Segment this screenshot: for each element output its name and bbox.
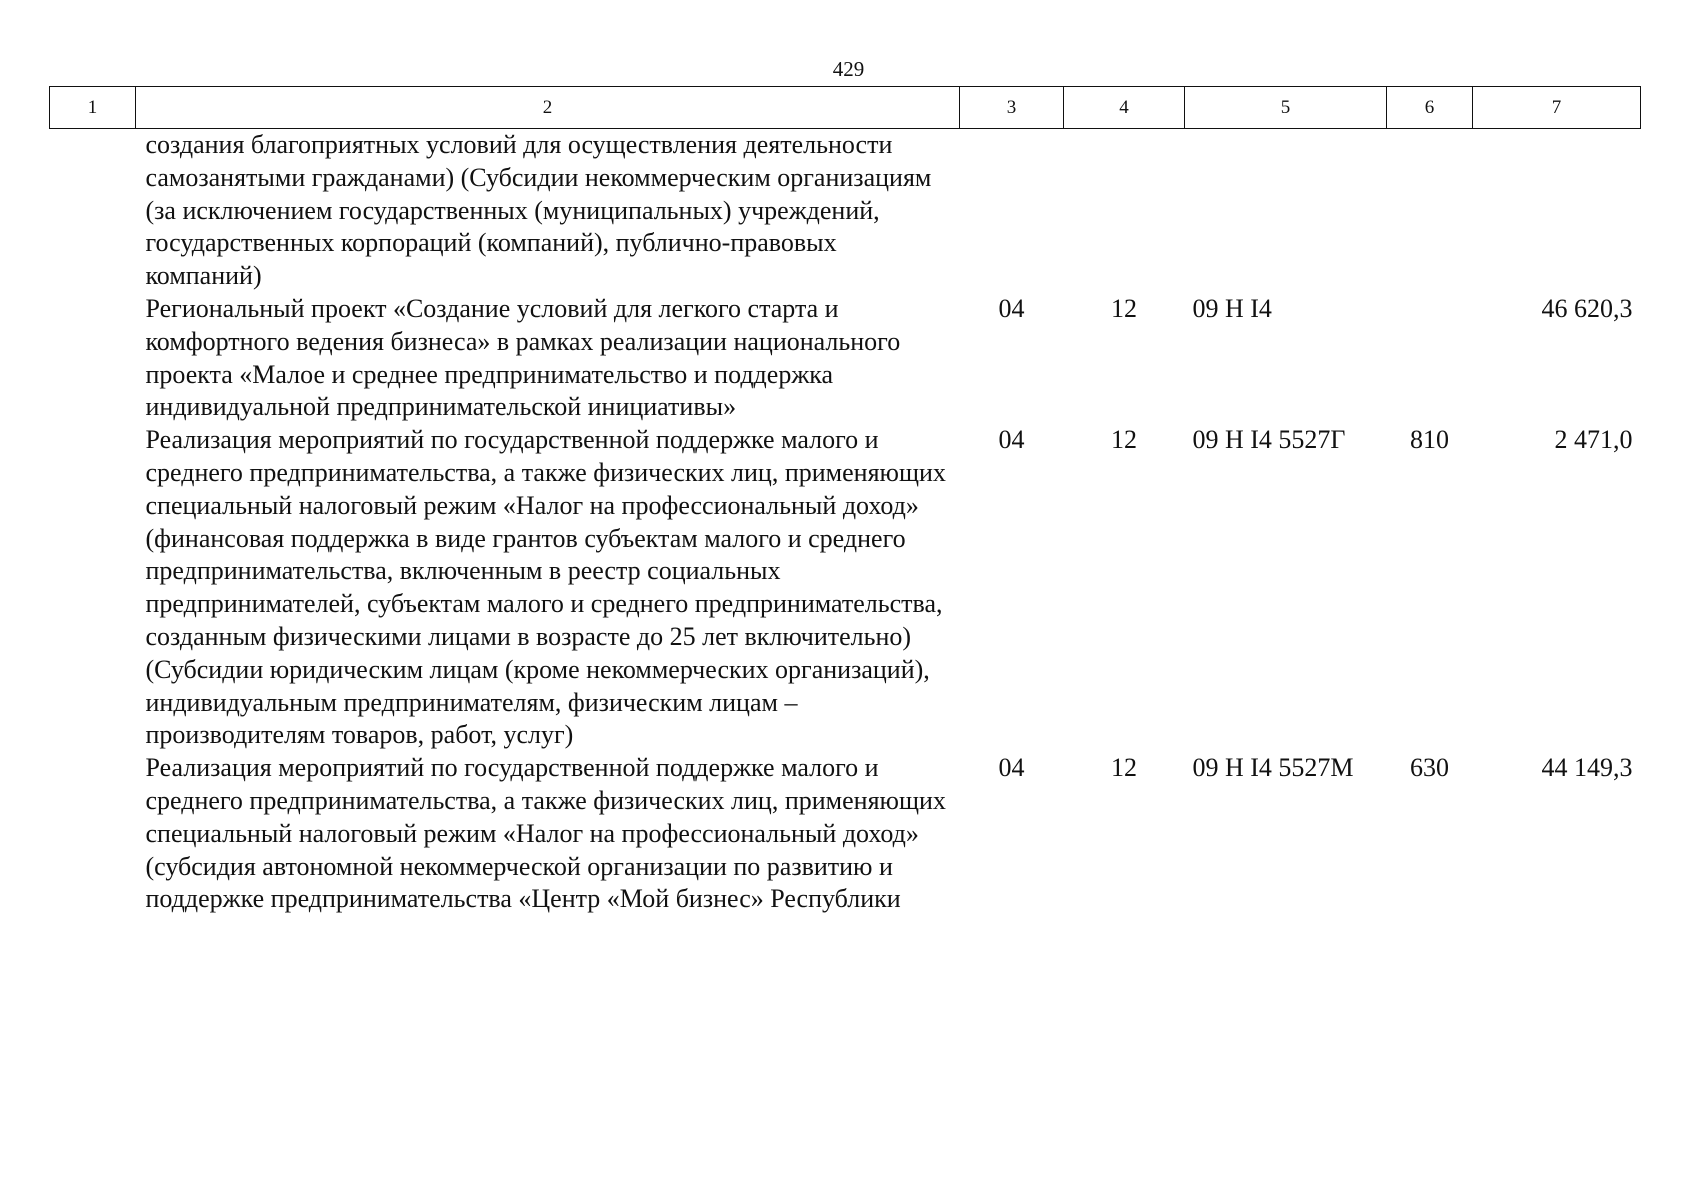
- item-name: Реализация мероприятий по государственной поддержке малого и среднего предпринимательства, а также физических лиц, применяющих специальный налоговый режим «Налог на профессиональный доход» (субсидия автономной некоммерческой организации по развитию и поддержке предпринимательства «Центр «Мой бизнес» Республики: [145, 753, 946, 914]
- header-row: [50, 87, 1641, 129]
- column-header-4: 4: [1064, 87, 1185, 129]
- amount: [1473, 129, 1641, 293]
- item-name: Реализация мероприятий по государственной поддержке малого и среднего предпринимательства, а также физических лиц, применяющих специальный налоговый режим «Налог на профессиональный доход» (финансовая поддержка в виде грантов субъектам малого и среднего предпринимательства, включенным в реестр социальных предпринимателей, субъектам малого и среднего предпринимательства, созданным физическими лицами в возрасте до 25 лет включительно) (Субсидии юридическим лицам (кроме некоммерческих организаций), индивидуальным предпринимателям, физическим лицам – производителям товаров, работ, услуг): [145, 425, 946, 750]
- expense-type-code: [1387, 129, 1473, 293]
- subsection-code: 12: [1111, 753, 1137, 783]
- section-code: [960, 129, 1064, 293]
- column-header-5: 5: [1185, 87, 1387, 129]
- subsection-code: 12: [1111, 425, 1137, 455]
- row-index-cell: [50, 424, 136, 752]
- column-header-7: 7: [1473, 87, 1641, 129]
- target-article-code: 09 Н I4 5527Г: [1192, 425, 1346, 455]
- page-number: 429: [832, 57, 865, 81]
- section-code: 04: [998, 293, 1025, 323]
- table-header: [50, 87, 1641, 129]
- amount: 46 620,3: [1541, 293, 1633, 323]
- expense-type-code: 630: [1410, 753, 1449, 783]
- row-index-cell: [50, 293, 136, 424]
- column-header-3: 3: [960, 87, 1064, 129]
- budget-table: [49, 86, 1641, 916]
- item-name: Региональный проект «Создание условий для легкого старта и комфортного ведения бизнеса» в рамках реализации национального проекта «Малое и среднее предпринимательство и поддержка индивидуальной предпринимательской инициативы»: [145, 293, 901, 422]
- amount: 44 149,3: [1541, 753, 1633, 783]
- table-row: [50, 424, 1641, 752]
- table-row: [50, 129, 1641, 293]
- target-article-code: 09 Н I4 5527М: [1192, 753, 1354, 783]
- column-header-1: 1: [50, 87, 136, 129]
- subsection-code: [1064, 129, 1185, 293]
- section-code: 04: [998, 425, 1025, 455]
- section-code: 04: [998, 753, 1025, 783]
- expense-type-code: 810: [1410, 425, 1449, 455]
- table-body: [50, 129, 1641, 917]
- subsection-code: 12: [1111, 293, 1137, 323]
- table-row: [50, 293, 1641, 424]
- target-article-code: [1185, 129, 1387, 293]
- column-header-2: 2: [136, 87, 960, 129]
- table-row: [50, 752, 1641, 916]
- row-index-cell: [50, 752, 136, 916]
- expense-type-code: [1387, 293, 1473, 424]
- amount: 2 471,0: [1554, 425, 1633, 455]
- item-name: создания благоприятных условий для осуществления деятельности самозанятыми гражданами) (Субсидии некоммерческим организациям (за исключением государственных (муниципальных) учреждений, государственных корпораций (компаний), публично-правовых компаний): [145, 130, 932, 291]
- column-header-6: 6: [1387, 87, 1473, 129]
- row-index-cell: [50, 129, 136, 293]
- target-article-code: 09 Н I4: [1192, 293, 1272, 323]
